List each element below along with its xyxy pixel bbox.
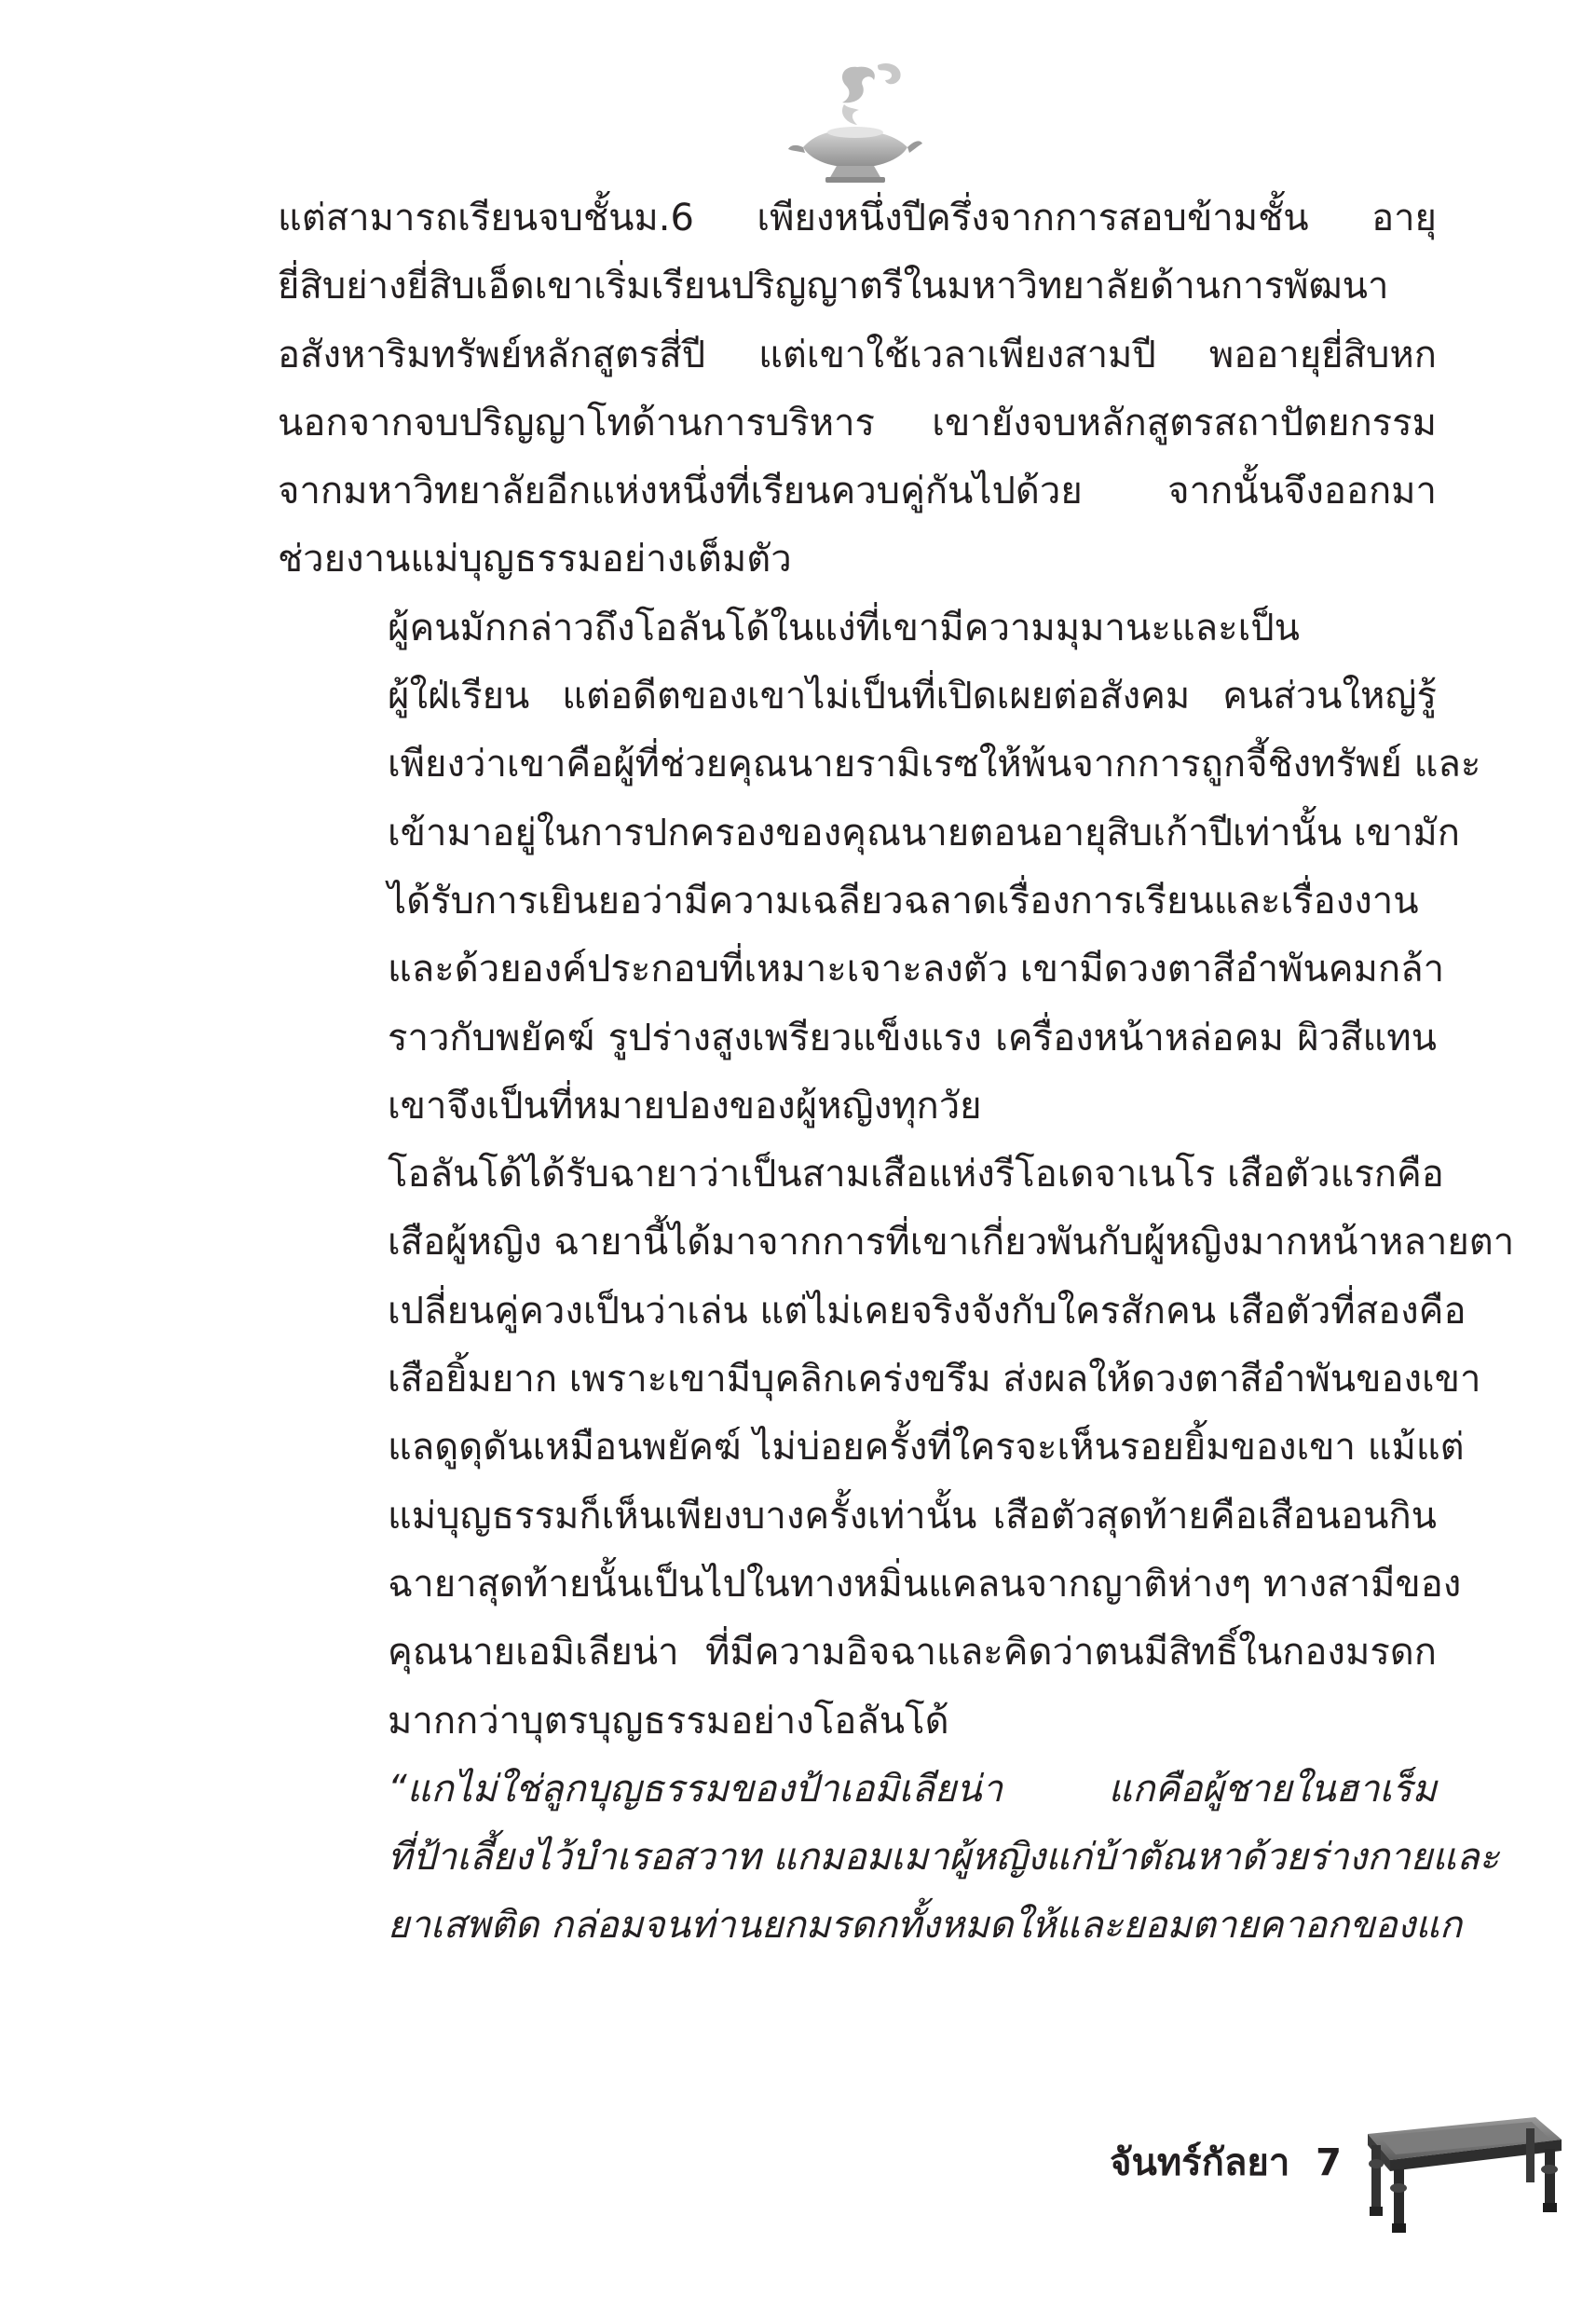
text-line: ฉายาสุดท้ายนั้นเป็นไปในทางหมิ่นแคลนจากญาติห่างๆ ทางสามีของ	[388, 1562, 1462, 1606]
chapter-body-text	[278, 185, 1515, 1961]
text-line: เสือผู้หญิง ฉายานี้ได้มาจากการที่เขาเกี่ยวพันกับผู้หญิงมากหน้าหลายตา	[388, 1221, 1515, 1265]
lamp-genie-ornament-icon	[784, 58, 924, 188]
text-line: แต่สามารถเรียนจบชั้นม.6 เพียงหนึ่งปีครึ่งจากการสอบข้ามชั้น อายุ	[278, 197, 1437, 239]
paragraph-4-quote	[278, 1756, 1500, 1961]
text-line: มากกว่าบุตรบุญธรรมอย่างโอลันโด้	[388, 1699, 949, 1743]
text-line: ได้รับการเยินยอว่ามีความเฉลียวฉลาดเรื่องการเรียนและเรื่องงาน	[388, 879, 1419, 923]
paragraph-1	[278, 185, 1437, 595]
text-line: เสือยิ้มยาก เพราะเขามีบุคลิกเคร่งขรึม ส่งผลให้ดวงตาสีอำพันของเขา	[388, 1358, 1481, 1402]
text-line: นอกจากจบปริญญาโทด้านการบริหาร เขายังจบหลักสูตรสถาปัตยกรรม	[278, 401, 1437, 444]
text-line: แลดูดุดันเหมือนพยัคฆ์ ไม่บ่อยครั้งที่ใครจะเห็นรอยยิ้มของเขา แม้แต่	[388, 1426, 1465, 1470]
page-number: 7	[1316, 2141, 1342, 2184]
text-line: เปลี่ยนคู่ควงเป็นว่าเล่น แต่ไม่เคยจริงจังกับใครสักคน เสือตัวที่สองคือ	[388, 1289, 1466, 1333]
paragraph-2	[278, 595, 1481, 1141]
text-line: ราวกับพยัคฆ์ รูปร่างสูงเพรียวแข็งแรง เครื่องหน้าหล่อคม ผิวสีแทน	[388, 1016, 1437, 1060]
book-title: จันทร์กัลยา	[1110, 2141, 1290, 2184]
running-footer	[1071, 2132, 1342, 2192]
text-line: ช่วยงานแม่บุญธรรมอย่างเต็มตัว	[278, 538, 792, 581]
text-line: ผู้คนมักกล่าวถึงโอลันโด้ในแง่ที่เขามีความมุมานะและเป็น	[388, 606, 1301, 650]
text-line: “แกไม่ใช่ลูกบุญธรรมของป้าเอมิเลียน่า แกคือผู้ชายในฮาเร็ม	[388, 1767, 1437, 1811]
text-line: โอลันโด้ได้รับฉายาว่าเป็นสามเสือแห่งรีโอเดจาเนโร เสือตัวแรกคือ	[388, 1153, 1444, 1197]
text-line: เข้ามาอยู่ในการปกครองของคุณนายตอนอายุสิบเก้าปีเท่านั้น เขามัก	[388, 811, 1460, 855]
text-line: ที่ป้าเลี้ยงไว้บำเรอสวาท แกมอมเมาผู้หญิงแก่บ้าตัณหาด้วยร่างกายและ	[388, 1836, 1500, 1880]
text-line: ผู้ใฝ่เรียน แต่อดีตของเขาไม่เป็นที่เปิดเผยต่อสังคม คนส่วนใหญ่รู้	[388, 675, 1437, 718]
paragraph-3	[278, 1141, 1515, 1756]
text-line: อสังหาริมทรัพย์หลักสูตรสี่ปี แต่เขาใช้เวลาเพียงสามปี พออายุยี่สิบหก	[278, 333, 1437, 376]
pool-table-icon	[1342, 2097, 1565, 2236]
text-line: เพียงว่าเขาคือผู้ที่ช่วยคุณนายรามิเรซให้พ้นจากการถูกจี้ชิงทรัพย์ และ	[388, 743, 1481, 786]
text-line: ยาเสพติด กล่อมจนท่านยกมรดกทั้งหมดให้และยอมตายคาอกของแก	[388, 1904, 1463, 1948]
text-line: ยี่สิบย่างยี่สิบเอ็ดเขาเริ่มเรียนปริญญาตรีในมหาวิทยาลัยด้านการพัฒนา	[278, 265, 1389, 308]
text-line: เขาจึงเป็นที่หมายปองของผู้หญิงทุกวัย	[388, 1084, 982, 1128]
text-line: จากมหาวิทยาลัยอีกแห่งหนึ่งที่เรียนควบคู่กันไปด้วย จากนั้นจึงออกมา	[278, 470, 1437, 513]
text-line: และด้วยองค์ประกอบที่เหมาะเจาะลงตัว เขามีดวงตาสีอำพันคมกล้า	[388, 948, 1445, 991]
text-line: แม่บุญธรรมก็เห็นเพียงบางครั้งเท่านั้น เสือตัวสุดท้ายคือเสือนอนกิน	[388, 1494, 1437, 1538]
text-line: คุณนายเอมิเลียน่า ที่มีความอิจฉาและคิดว่าตนมีสิทธิ์ในกองมรดก	[388, 1631, 1437, 1675]
